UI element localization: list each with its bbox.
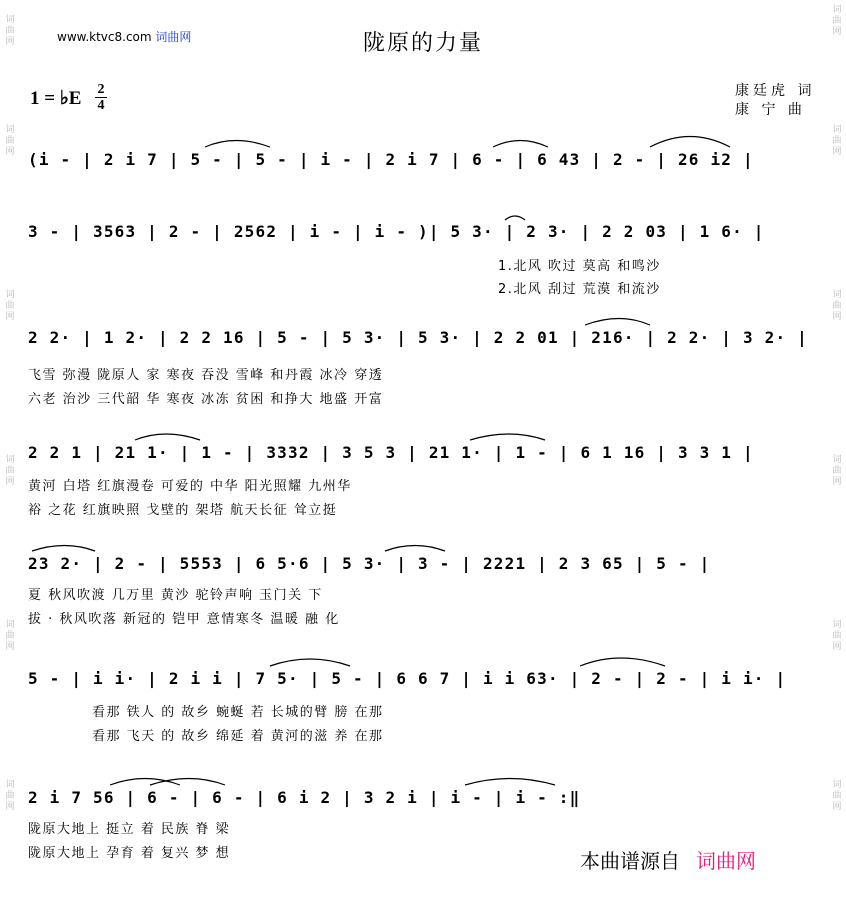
lyric-row-2-verse-2: 六老 治沙 三代韶 华 寒夜 冰冻 贫困 和挣大 地盛 开富 — [28, 392, 384, 407]
composer-credit: 康 宁 曲 — [735, 102, 806, 118]
source-label: 本曲谱源自 — [580, 849, 680, 873]
time-denominator: 4 — [97, 98, 105, 113]
lyric-row-1-verse-2: 2.北风 刮过 荒漠 和流沙 — [498, 282, 661, 297]
watermark-left-6: 词 曲 网 — [5, 780, 15, 812]
watermark-left-3: 词 曲 网 — [5, 290, 15, 322]
site-url-text: www.ktvc8.com — [57, 30, 152, 44]
lyric-row-6-verse-1: 陇原大地上 挺立 着 民族 脊 梁 — [28, 822, 231, 837]
lyric-row-4-verse-1: 夏 秋风吹渡 几万里 黄沙 驼铃声响 玉门关 下 — [28, 588, 323, 603]
source-credit — [580, 845, 756, 874]
lyric-row-4-verse-2: 拔 · 秋风吹落 新冠的 铠甲 意情寒冬 温暖 融 化 — [28, 612, 340, 627]
notation-row-6: 5 - | i i· | 2 i i | 7 5· | 5 - | 6 6 7 | i i 63· | 2 - | 2 - | i i· | — [28, 669, 787, 688]
source-name: 词曲网 — [696, 849, 756, 873]
notation-row-2: 3 - | 3563 | 2 - | 2562 | i - | i - )| 5 3· | 2 3· | 2 2 03 | 1 6· | — [28, 222, 765, 241]
site-name: 词曲网 — [155, 30, 192, 44]
watermark-left-5: 词 曲 网 — [5, 620, 15, 652]
watermark-right-5: 词 曲 网 — [832, 620, 842, 652]
watermark-right-3: 词 曲 网 — [832, 290, 842, 322]
lyric-row-1-verse-1: 1.北风 吹过 莫高 和鸣沙 — [498, 259, 661, 274]
lyricist-credit: 康廷虎 词 — [735, 83, 816, 99]
watermark-left-1: 词 曲 网 — [5, 15, 15, 47]
notation-row-3: 2 2· | 1 2· | 2 2 16 | 5 - | 5 3· | 5 3· | 2 2 01 | 216· | 2 2· | 3 2· | — [28, 328, 808, 347]
lyric-row-6-verse-2: 陇原大地上 孕育 着 复兴 梦 想 — [28, 846, 231, 861]
lyric-row-2-verse-1: 飞雪 弥漫 陇原人 家 寒夜 吞没 雪峰 和丹霞 冰冷 穿透 — [28, 368, 384, 383]
notation-row-4: 2 2 1 | 21 1· | 1 - | 3332 | 3 5 3 | 21 1· | 1 - | 6 1 16 | 3 3 1 | — [28, 443, 754, 462]
lyric-row-5-verse-1: 看那 铁人 的 故乡 蜿蜒 若 长城的臂 膀 在那 — [92, 705, 384, 720]
lyric-row-3-verse-1: 黄河 白塔 红旗漫卷 可爱的 中华 阳光照耀 九州华 — [28, 479, 352, 494]
time-numerator: 2 — [97, 82, 105, 97]
notation-row-7: 2 i 7 56 | 6 - | 6 - | 6 i 2 | 3 2 i | i - | i - :‖ — [28, 788, 581, 807]
watermark-right-1: 词 曲 网 — [832, 5, 842, 37]
watermark-right-2: 词 曲 网 — [832, 125, 842, 157]
watermark-right-6: 词 曲 网 — [832, 780, 842, 812]
lyric-row-3-verse-2: 裕 之花 红旗映照 戈壁的 架塔 航天长征 耸立挺 — [28, 503, 338, 518]
notation-row-5: 23 2· | 2 - | 5553 | 6 5·6 | 5 3· | 3 - | 2221 | 2 3 65 | 5 - | — [28, 554, 711, 573]
key-signature: 1 = ♭E — [30, 88, 82, 109]
lyric-row-5-verse-2: 看那 飞天 的 故乡 绵延 着 黄河的滋 养 在那 — [92, 729, 384, 744]
notation-row-1: (i - | 2 i 7 | 5 - | 5 - | i - | 2 i 7 | 6 - | 6 43 | 2 - | 26 i2 | — [28, 150, 754, 169]
song-title: 陇原的力量 — [362, 31, 483, 56]
watermark-left-4: 词 曲 网 — [5, 455, 15, 487]
watermark-left-2: 词 曲 网 — [5, 125, 15, 157]
watermark-right-4: 词 曲 网 — [832, 455, 842, 487]
